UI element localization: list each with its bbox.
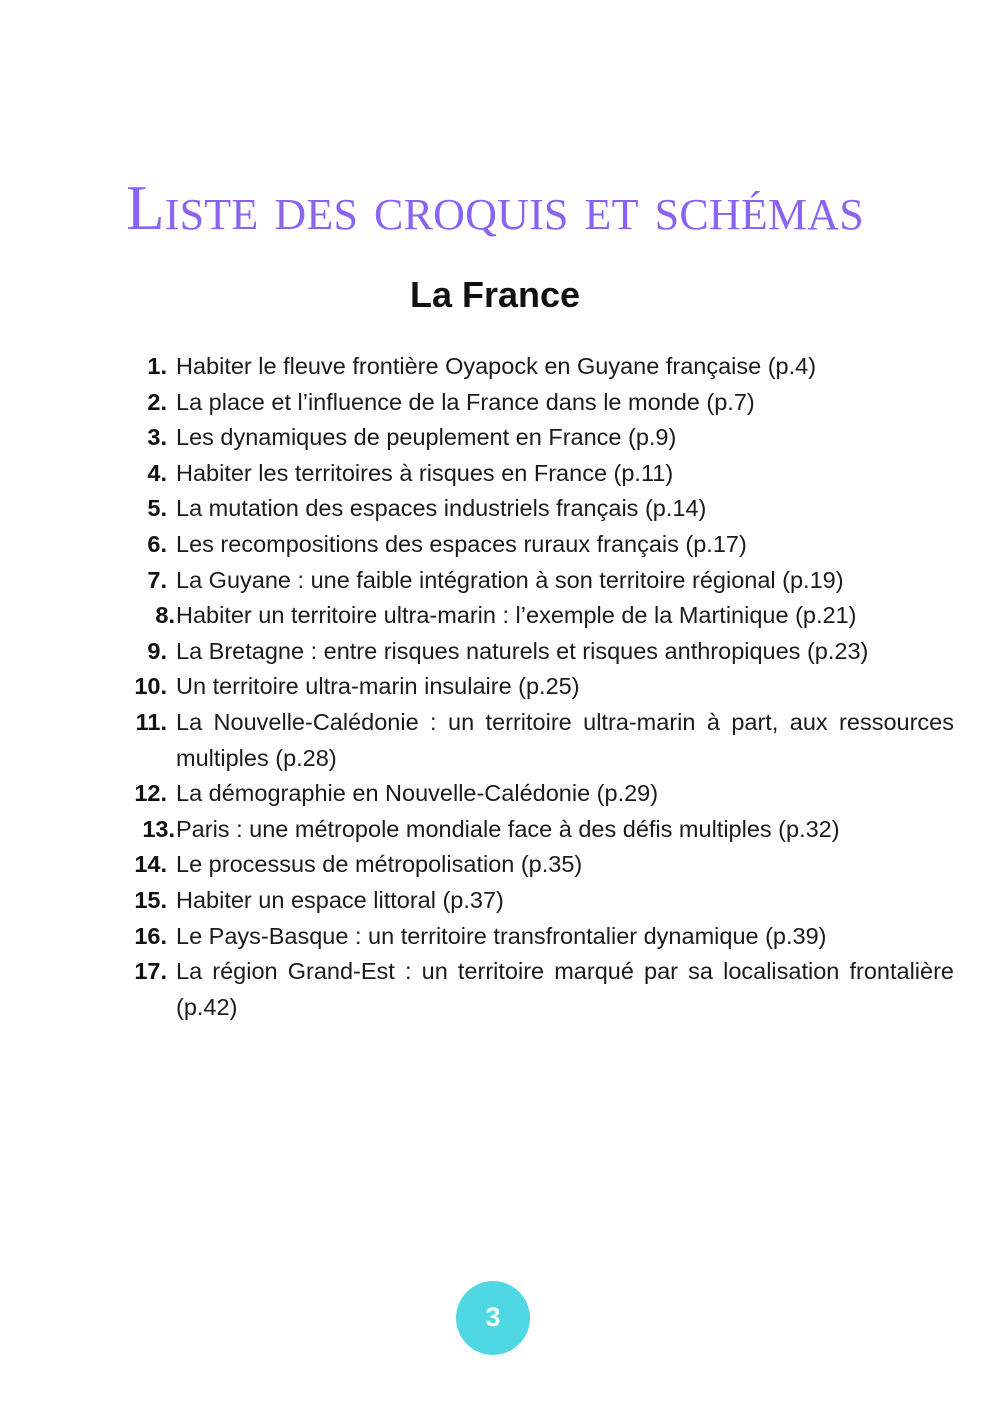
list-item-label: Le Pays-Basque : un territoire transfrontalier dynamique (p.39): [176, 922, 827, 949]
list-item-number: 13.: [142, 815, 175, 842]
list-item: [118, 776, 954, 812]
list-item-number: 11.: [135, 708, 167, 735]
list-item-number: 12.: [134, 780, 167, 807]
page-subtitle: La France: [409, 273, 581, 315]
list-item-number: 2.: [147, 388, 167, 415]
list-item-label: La démographie en Nouvelle-Calédonie (p.29): [176, 780, 659, 807]
list-item: [118, 954, 954, 1025]
list-item-label: La place et l’influence de la France dans le monde (p.7): [176, 388, 755, 415]
list-item-number: 14.: [134, 851, 167, 878]
list-item-label: Les dynamiques de peuplement en France (p.9): [176, 424, 677, 451]
list-item-number: 4.: [147, 459, 167, 486]
list-item-number: 17.: [134, 958, 167, 985]
list-item: [118, 634, 954, 670]
list-item: [118, 385, 954, 421]
list-item-number: 5.: [147, 495, 167, 522]
list-item: [118, 883, 954, 919]
list-item-number: 9.: [147, 637, 167, 664]
list-item: [118, 812, 954, 848]
list-item: [118, 847, 954, 883]
page-title: Liste des croquis et schémas: [126, 173, 864, 244]
list-item-label: La région Grand-Est : un territoire marqué par sa localisation frontalière (p.42): [176, 958, 954, 1020]
list-item-number: 16.: [134, 922, 167, 949]
list-item: [118, 705, 954, 776]
list-item-number: 10.: [134, 673, 167, 700]
list-item: [118, 563, 954, 599]
list-item: [118, 456, 954, 492]
list-item: [118, 598, 954, 634]
list-item-label: La mutation des espaces industriels français (p.14): [176, 495, 707, 522]
list-item: [118, 919, 954, 955]
list-item: [118, 349, 954, 385]
list-item-label: Habiter le fleuve frontière Oyapock en Guyane française (p.4): [176, 353, 817, 379]
list-item-label: La Guyane : une faible intégration à son territoire régional (p.19): [176, 566, 844, 593]
list-item-label: Paris : une métropole mondiale face à des défis multiples (p.32): [176, 815, 840, 842]
list-item-number: 7.: [147, 566, 167, 593]
list-item-number: 3.: [147, 424, 167, 451]
list-item-label: La Bretagne : entre risques naturels et risques anthropiques (p.23): [176, 637, 869, 664]
page-number-badge: [456, 1281, 530, 1355]
list-item-number: 8.: [155, 602, 175, 629]
list-item-label: Habiter les territoires à risques en France (p.11): [176, 459, 674, 486]
list-item: [118, 527, 954, 563]
croquis-list: [78, 349, 954, 1025]
list-item-number: 15.: [134, 886, 167, 913]
list-item-label: Le processus de métropolisation (p.35): [176, 851, 583, 878]
list-item-number: 1.: [147, 353, 167, 379]
page-number-label: 3: [485, 1301, 501, 1332]
list-item-label: La Nouvelle-Calédonie : un territoire ultra-marin à part, aux ressources multiples (p.28): [176, 708, 954, 771]
list-item-label: Habiter un espace littoral (p.37): [176, 886, 504, 913]
list-item-label: Les recompositions des espaces ruraux français (p.17): [176, 530, 747, 557]
list-item-label: Un territoire ultra-marin insulaire (p.25): [176, 673, 580, 700]
list-item: [118, 420, 954, 456]
list-item-number: 6.: [147, 530, 167, 557]
list-item: [118, 491, 954, 527]
list-item-label: Habiter un territoire ultra-marin : l’exemple de la Martinique (p.21): [176, 602, 857, 629]
list-item: [118, 669, 954, 705]
